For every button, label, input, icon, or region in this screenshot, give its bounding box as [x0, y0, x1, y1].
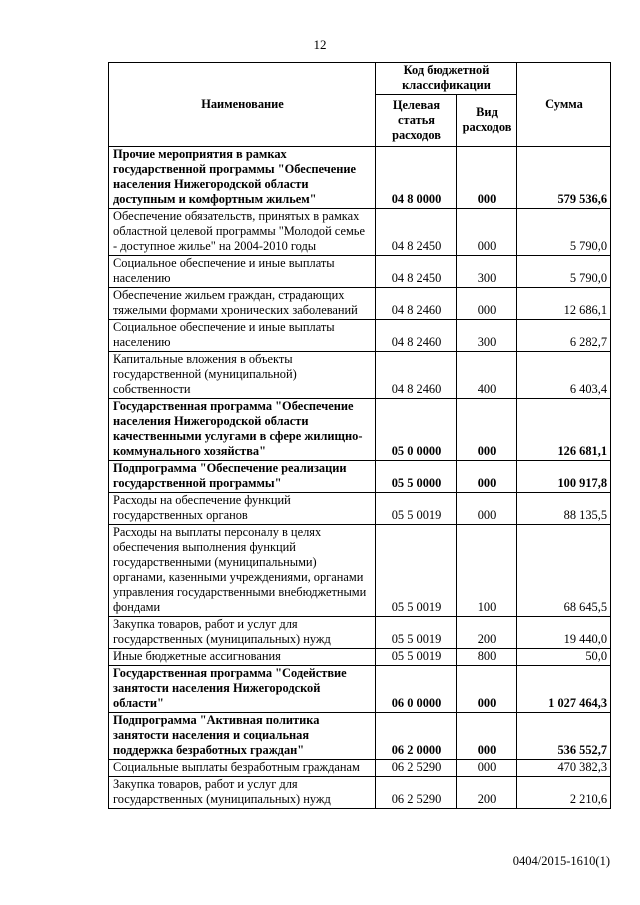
table-row	[109, 649, 611, 666]
table-row	[109, 320, 611, 352]
cell-target-article: 04 8 2460	[376, 352, 457, 399]
cell-sum: 126 681,1	[517, 399, 611, 461]
cell-target-article: 04 8 2460	[376, 288, 457, 320]
cell-sum: 536 552,7	[517, 713, 611, 760]
table-row	[109, 352, 611, 399]
cell-name: Обеспечение обязательств, принятых в рамках областной целевой программы "Молодой семье - доступное жилье" на 2004-2010 годы	[109, 209, 376, 256]
table-row	[109, 256, 611, 288]
cell-name: Закупка товаров, работ и услуг для государственных (муниципальных) нужд	[109, 777, 376, 809]
cell-target-article: 06 2 5290	[376, 760, 457, 777]
cell-name: Иные бюджетные ассигнования	[109, 649, 376, 666]
cell-sum: 88 135,5	[517, 493, 611, 525]
table-row	[109, 288, 611, 320]
cell-target-article: 04 8 2450	[376, 209, 457, 256]
cell-target-article: 06 2 5290	[376, 777, 457, 809]
cell-name: Прочие мероприятия в рамках государственной программы "Обеспечение населения Нижегородской области доступным и комфортным жильем"	[109, 147, 376, 209]
cell-name: Государственная программа "Содействие занятости населения Нижегородской области"	[109, 666, 376, 713]
cell-name: Государственная программа "Обеспечение населения Нижегородской области качественными услугами в сфере жилищно-коммунального хозяйства"	[109, 399, 376, 461]
cell-target-article: 05 5 0019	[376, 617, 457, 649]
cell-sum: 6 403,4	[517, 352, 611, 399]
cell-sum: 68 645,5	[517, 525, 611, 617]
cell-sum: 1 027 464,3	[517, 666, 611, 713]
header-target-article: Целевая статья расходов	[376, 95, 457, 147]
table-row	[109, 493, 611, 525]
cell-name: Расходы на обеспечение функций государственных органов	[109, 493, 376, 525]
table-row	[109, 461, 611, 493]
cell-sum: 50,0	[517, 649, 611, 666]
cell-expense-type: 000	[457, 461, 517, 493]
table-row	[109, 713, 611, 760]
cell-expense-type: 000	[457, 288, 517, 320]
table-body	[109, 147, 611, 809]
cell-name: Подпрограмма "Активная политика занятости населения и социальная поддержка безработных граждан"	[109, 713, 376, 760]
document-reference: 0404/2015-1610(1)	[512, 854, 610, 868]
cell-expense-type: 200	[457, 617, 517, 649]
header-expense-type: Вид расходов	[457, 95, 517, 147]
cell-expense-type: 000	[457, 760, 517, 777]
cell-sum: 2 210,6	[517, 777, 611, 809]
cell-name: Социальное обеспечение и иные выплаты населению	[109, 320, 376, 352]
table-row	[109, 209, 611, 256]
cell-target-article: 04 8 2460	[376, 320, 457, 352]
table-row	[109, 760, 611, 777]
cell-target-article: 04 8 2450	[376, 256, 457, 288]
cell-name: Подпрограмма "Обеспечение реализации государственной программы"	[109, 461, 376, 493]
cell-sum: 100 917,8	[517, 461, 611, 493]
cell-expense-type: 300	[457, 256, 517, 288]
cell-expense-type: 200	[457, 777, 517, 809]
cell-expense-type: 100	[457, 525, 517, 617]
cell-target-article: 05 5 0019	[376, 493, 457, 525]
cell-target-article: 06 0 0000	[376, 666, 457, 713]
budget-table	[108, 62, 611, 809]
cell-sum: 19 440,0	[517, 617, 611, 649]
cell-expense-type: 300	[457, 320, 517, 352]
cell-expense-type: 000	[457, 713, 517, 760]
header-sum: Сумма	[517, 63, 611, 147]
cell-expense-type: 000	[457, 209, 517, 256]
cell-target-article: 05 5 0019	[376, 649, 457, 666]
cell-target-article: 06 2 0000	[376, 713, 457, 760]
page-number: 12	[313, 37, 327, 52]
table-row	[109, 147, 611, 209]
cell-sum: 5 790,0	[517, 256, 611, 288]
cell-target-article: 04 8 0000	[376, 147, 457, 209]
cell-name: Закупка товаров, работ и услуг для государственных (муниципальных) нужд	[109, 617, 376, 649]
cell-expense-type: 800	[457, 649, 517, 666]
cell-sum: 579 536,6	[517, 147, 611, 209]
table-row	[109, 525, 611, 617]
cell-expense-type: 000	[457, 666, 517, 713]
cell-target-article: 05 5 0019	[376, 525, 457, 617]
cell-sum: 6 282,7	[517, 320, 611, 352]
table-row	[109, 399, 611, 461]
cell-sum: 470 382,3	[517, 760, 611, 777]
cell-name: Социальные выплаты безработным гражданам	[109, 760, 376, 777]
cell-target-article: 05 5 0000	[376, 461, 457, 493]
cell-name: Обеспечение жильем граждан, страдающих тяжелыми формами хронических заболеваний	[109, 288, 376, 320]
cell-name: Капитальные вложения в объекты государственной (муниципальной) собственности	[109, 352, 376, 399]
cell-name: Расходы на выплаты персоналу в целях обеспечения выполнения функций государственными (муниципальными) органами, казенными учреждениями, органами управления государственными внебюджетными фондами	[109, 525, 376, 617]
cell-expense-type: 400	[457, 352, 517, 399]
cell-sum: 5 790,0	[517, 209, 611, 256]
cell-expense-type: 000	[457, 399, 517, 461]
cell-target-article: 05 0 0000	[376, 399, 457, 461]
cell-sum: 12 686,1	[517, 288, 611, 320]
table-row	[109, 666, 611, 713]
cell-name: Социальное обеспечение и иные выплаты населению	[109, 256, 376, 288]
table-row	[109, 617, 611, 649]
header-name: Наименование	[109, 63, 376, 147]
cell-expense-type: 000	[457, 493, 517, 525]
cell-expense-type: 000	[457, 147, 517, 209]
header-budget-code: Код бюджетной классификации	[376, 63, 517, 95]
table-row	[109, 777, 611, 809]
